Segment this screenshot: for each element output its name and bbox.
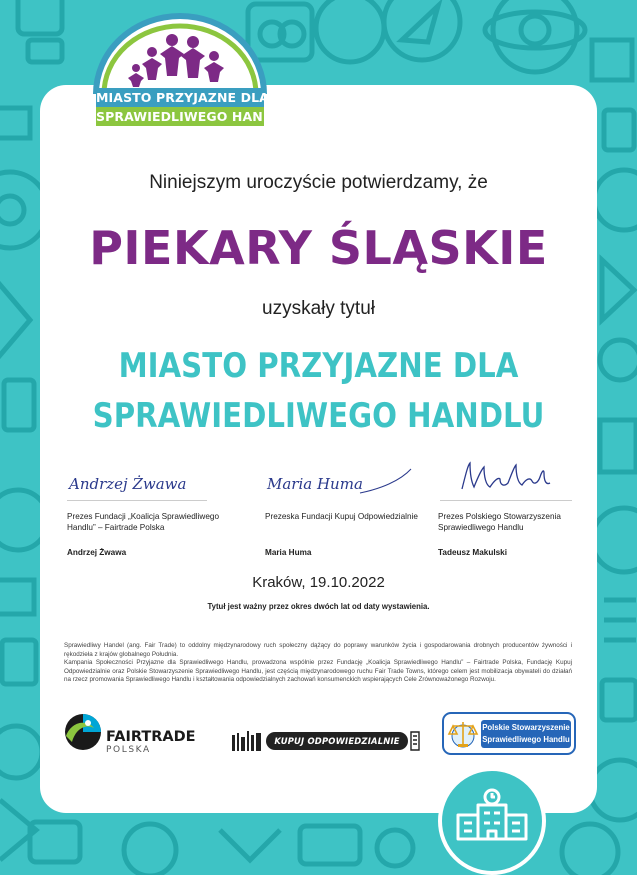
signature-line: [67, 500, 207, 501]
signatory-name: Maria Huma: [265, 548, 312, 557]
handwritten-signature: [265, 459, 415, 499]
signatory-role: Prezes Polskiego Stowarzyszenia Sprawiedliwego Handlu: [438, 512, 561, 532]
pssh-name: [481, 720, 571, 748]
logo-line-1: MIASTO PRZYJAZNE DLA: [96, 90, 269, 105]
pssh-name-line-1: Polskie Stowarzyszenie: [482, 723, 570, 732]
signature-line: [440, 500, 572, 501]
signatory-role: Prezes Fundacji „Koalicja Sprawiedliwego Handlu” – Fairtrade Polska: [67, 512, 219, 532]
scales-globe-icon: [447, 718, 479, 750]
earned-title-text: uzyskały tytuł: [262, 298, 375, 319]
fairtrade-country: POLSKA: [106, 745, 151, 755]
award-title-line-2: SPRAWIEDLIWEGO HANDLU: [92, 396, 545, 436]
footnote: [64, 642, 572, 685]
lead-sentence: Niniejszym uroczyście potwierdzamy, że: [149, 172, 488, 193]
campaign-logo: [90, 10, 292, 124]
footnote-paragraph-2: Kampania Społeczności Przyjazne dla Sprawiedliwego Handlu, prowadzona wspólnie przez Fundację „Koalicja Sprawiedliwego Handlu” – Fairtrade Polska, Fundację Kupuj Odpowiedzialnie oraz Polskie Stowarzyszenie Sprawiedliwego Handlu, jest częścią międzynarodowego ruchu Fair Trade Towns, którego celem jest mobilizacja obywateli do działań na rzecz promowania Sprawiedliwego Handlu i kształtowania odpowiedzialnych zachowań konsumenckich wspierających Cele Zrównoważonego Rozwoju.: [64, 659, 572, 684]
handwritten-signature: [67, 459, 217, 499]
certificate-card: [40, 85, 597, 813]
fairtrade-logo: [64, 712, 204, 760]
kupuj-odpowiedzialnie-logo: [232, 730, 422, 752]
city-name: PIEKARY ŚLĄSKIE: [89, 221, 548, 275]
city-buildings-icon: [438, 767, 546, 875]
award-title-line-1: MIASTO PRZYJAZNE DLA: [118, 346, 519, 386]
footnote-paragraph-1: Sprawiedliwy Handel (ang. Fair Trade) to oddolny międzynarodowy ruch społeczny dążący do poprawy warunków życia i gospodarowania drobnych producentów żywności i rękodzieła z krajów globalnego Południa.: [64, 642, 572, 658]
logo-line-2: SPRAWIEDLIWEGO HANDLU: [96, 109, 292, 124]
signatory-name: Andrzej Żwawa: [67, 548, 127, 557]
price-tag-icon: [409, 730, 421, 752]
signatory-name: Tadeusz Makulski: [438, 548, 508, 557]
svg-text:Andrzej Żwawa: Andrzej Żwawa: [69, 475, 187, 493]
pssh-name-line-2: Sprawiedliwego Handlu: [482, 735, 570, 744]
place-date: Kraków, 19.10.2022: [252, 574, 385, 591]
handwritten-signature: [438, 459, 588, 499]
fairtrade-mark-icon: [64, 712, 102, 756]
kupuj-label: KUPUJ ODPOWIEDZIALNIE: [266, 732, 408, 750]
svg-text:Maria Huma: Maria Huma: [267, 475, 363, 493]
fairtrade-name: FAIRTRADE: [106, 729, 196, 745]
barcode-icon: [232, 731, 262, 751]
pssh-logo: [442, 712, 576, 755]
validity-note: Tytuł jest ważny przez okres dwóch lat od daty wystawienia.: [207, 602, 430, 611]
signatory-role: Prezeska Fundacji Kupuj Odpowiedzialnie: [265, 512, 418, 521]
